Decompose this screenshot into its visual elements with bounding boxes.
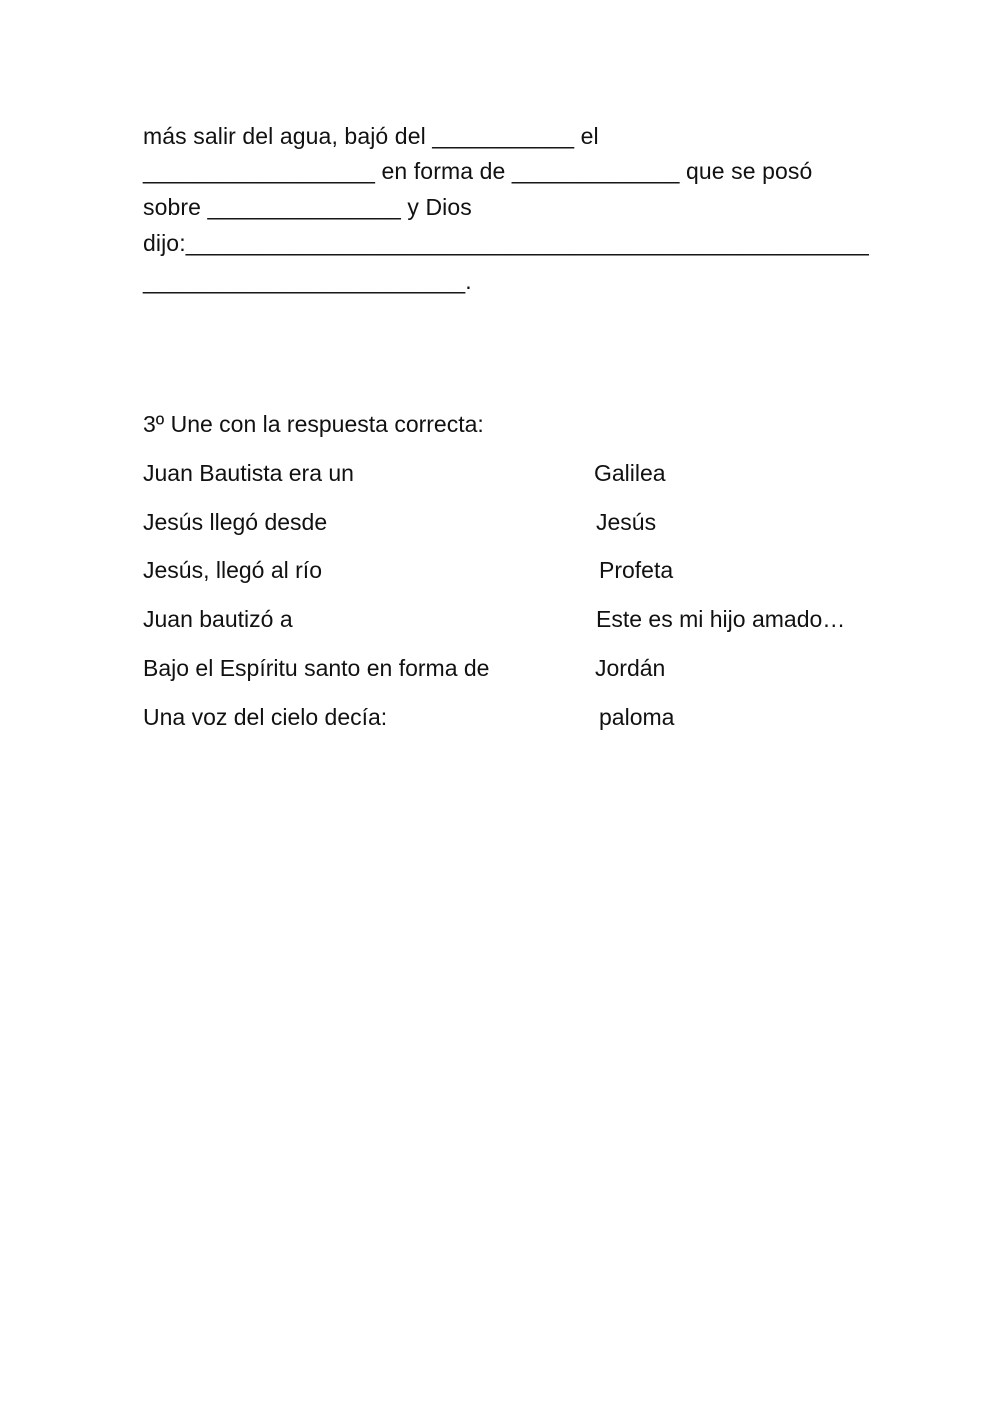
matching-right-item-5: Jordán — [595, 655, 666, 681]
fill-in-line-4: dijo:_____________________________________________________ — [143, 230, 869, 256]
matching-left-item-2: Jesús llegó desde — [143, 509, 328, 535]
fill-in-line-5: _________________________. — [143, 268, 472, 294]
matching-left-item-1: Juan Bautista era un — [143, 460, 354, 486]
matching-title: 3º Une con la respuesta correcta: — [143, 411, 484, 437]
fill-in-line-1: más salir del agua, bajó del ___________ el — [143, 123, 599, 149]
matching-left-item-3: Jesús, llegó al río — [143, 557, 322, 583]
matching-right-item-6: paloma — [599, 704, 675, 730]
matching-left-item-5: Bajo el Espíritu santo en forma de — [143, 655, 490, 681]
fill-in-line-2: __________________ en forma de _____________ que se posó — [143, 158, 813, 184]
matching-right-item-4: Este es mi hijo amado… — [596, 606, 846, 632]
matching-right-item-3: Profeta — [599, 557, 674, 583]
matching-right-item-2: Jesús — [596, 509, 657, 535]
matching-right-item-1: Galilea — [594, 460, 666, 486]
fill-in-line-3: sobre _______________ y Dios — [143, 194, 472, 220]
matching-left-item-4: Juan bautizó a — [143, 606, 293, 632]
matching-left-item-6: Una voz del cielo decía: — [143, 704, 388, 730]
